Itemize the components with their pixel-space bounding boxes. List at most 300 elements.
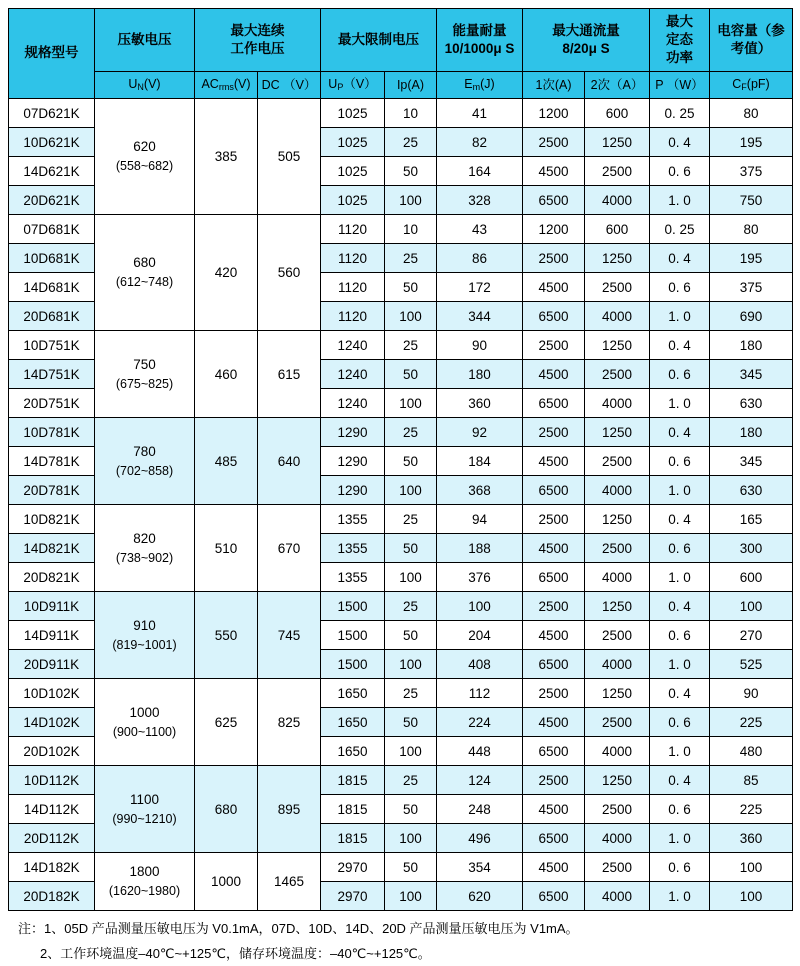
cell-capacitance: 195 [710, 244, 793, 273]
cell-power: 1. 0 [650, 737, 710, 766]
table-row [9, 215, 793, 244]
cell-model: 14D781K [9, 447, 95, 476]
cell-clamping-voltage: 1025 [321, 157, 385, 186]
header-clamping-voltage-label: 最大限制电压 [338, 31, 419, 47]
cell-model: 14D112K [9, 795, 95, 824]
cell-test-current: 50 [385, 795, 437, 824]
cell-clamping-voltage: 1815 [321, 766, 385, 795]
header-cf: $C_F(pF)$ [710, 72, 793, 99]
cell-energy: 376 [437, 563, 523, 592]
cell-capacitance: 80 [710, 215, 793, 244]
varistor-voltage-value: 1100 [129, 791, 160, 807]
cell-test-current: 50 [385, 157, 437, 186]
cell-surge-current-1: 6500 [523, 882, 585, 911]
header-up: $U_P(V)$ [321, 72, 385, 99]
cell-surge-current-2: 2500 [585, 708, 650, 737]
cell-model: 10D821K [9, 505, 95, 534]
cell-energy: 368 [437, 476, 523, 505]
cell-energy: 43 [437, 215, 523, 244]
cell-model: 20D821K [9, 563, 95, 592]
cell-power: 0. 4 [650, 592, 710, 621]
header-up-subscript: P [337, 82, 344, 93]
cell-power: 0. 4 [650, 766, 710, 795]
cell-test-current: 100 [385, 476, 437, 505]
cell-model: 14D751K [9, 360, 95, 389]
cell-energy: 360 [437, 389, 523, 418]
cell-model: 10D781K [9, 418, 95, 447]
cell-test-current: 25 [385, 331, 437, 360]
header-clamping-voltage [321, 9, 437, 72]
table-row [9, 418, 793, 447]
cell-clamping-voltage: 2970 [321, 882, 385, 911]
cell-clamping-voltage: 1120 [321, 273, 385, 302]
cell-surge-current-2: 2500 [585, 795, 650, 824]
varistor-voltage-range: (738~902) [115, 550, 174, 565]
cell-varistor-voltage [95, 766, 195, 853]
table-body [9, 99, 793, 911]
header-energy [437, 9, 523, 72]
cell-surge-current-1: 6500 [523, 186, 585, 215]
cell-surge-current-2: 1250 [585, 679, 650, 708]
cell-power: 0. 6 [650, 157, 710, 186]
header-cf-subscript: F [741, 82, 747, 93]
header-em-subscript: m [472, 82, 481, 93]
note-line-2: 2、工作环境温度–40℃~+125℃，储存环境温度：–40℃~+125℃。 [40, 945, 431, 961]
cell-surge-current-2: 2500 [585, 157, 650, 186]
cell-clamping-voltage: 1240 [321, 360, 385, 389]
cell-surge-current-1: 2500 [523, 592, 585, 621]
cell-varistor-voltage [95, 215, 195, 331]
cell-surge-current-2: 4000 [585, 882, 650, 911]
header-model-label: 规格型号 [24, 45, 79, 61]
header-max-power-line2: 定态 [666, 31, 693, 47]
header-un: $U_N(V)$ [95, 72, 195, 99]
cell-dc-voltage: 1465 [258, 853, 321, 911]
cell-surge-current-2: 4000 [585, 186, 650, 215]
header-max-continuous-voltage-line1: 最大连续 [230, 22, 285, 38]
cell-surge-current-1: 4500 [523, 447, 585, 476]
cell-surge-current-2: 4000 [585, 650, 650, 679]
cell-surge-current-1: 6500 [523, 824, 585, 853]
header-surge-current-line2: 8/20μ S [562, 41, 610, 56]
varistor-voltage-range: (675~825) [115, 376, 174, 391]
cell-energy: 100 [437, 592, 523, 621]
cell-surge-current-2: 2500 [585, 447, 650, 476]
cell-capacitance: 165 [710, 505, 793, 534]
cell-dc-voltage: 640 [258, 418, 321, 505]
cell-dc-voltage: 745 [258, 592, 321, 679]
cell-clamping-voltage: 2970 [321, 853, 385, 882]
cell-clamping-voltage: 1815 [321, 795, 385, 824]
cell-capacitance: 630 [710, 476, 793, 505]
cell-capacitance: 100 [710, 592, 793, 621]
cell-ac-voltage: 1000 [195, 853, 258, 911]
cell-clamping-voltage: 1355 [321, 534, 385, 563]
cell-model: 10D911K [9, 592, 95, 621]
cell-energy: 92 [437, 418, 523, 447]
cell-surge-current-2: 2500 [585, 360, 650, 389]
cell-energy: 344 [437, 302, 523, 331]
header-capacitance [710, 9, 793, 72]
header-ac: $AC_{rms}(V)$ [195, 72, 258, 99]
cell-surge-current-1: 2500 [523, 244, 585, 273]
cell-model: 14D182K [9, 853, 95, 882]
cell-surge-current-1: 6500 [523, 389, 585, 418]
cell-clamping-voltage: 1650 [321, 737, 385, 766]
cell-surge-current-2: 600 [585, 215, 650, 244]
cell-test-current: 25 [385, 128, 437, 157]
cell-power: 1. 0 [650, 389, 710, 418]
cell-energy: 188 [437, 534, 523, 563]
cell-surge-current-1: 1200 [523, 215, 585, 244]
cell-energy: 620 [437, 882, 523, 911]
cell-capacitance: 375 [710, 273, 793, 302]
header-row-main [9, 9, 793, 72]
header-em: $E_m(J)$ [437, 72, 523, 99]
cell-surge-current-1: 2500 [523, 766, 585, 795]
header-energy-line2: 10/1000μ S [444, 41, 515, 56]
notes-block [18, 917, 788, 966]
cell-clamping-voltage: 1290 [321, 418, 385, 447]
cell-dc-voltage: 670 [258, 505, 321, 592]
cell-test-current: 100 [385, 737, 437, 766]
cell-power: 0. 25 [650, 99, 710, 128]
cell-model: 07D621K [9, 99, 95, 128]
table-row [9, 679, 793, 708]
varistor-voltage-range: (702~858) [115, 463, 174, 478]
cell-power: 0. 4 [650, 331, 710, 360]
cell-clamping-voltage: 1240 [321, 389, 385, 418]
cell-surge-current-1: 2500 [523, 679, 585, 708]
cell-surge-current-2: 1250 [585, 331, 650, 360]
cell-ac-voltage: 385 [195, 99, 258, 215]
cell-model: 14D911K [9, 621, 95, 650]
cell-energy: 112 [437, 679, 523, 708]
cell-clamping-voltage: 1025 [321, 128, 385, 157]
cell-energy: 354 [437, 853, 523, 882]
cell-test-current: 50 [385, 621, 437, 650]
header-max-continuous-voltage [195, 9, 321, 72]
cell-surge-current-2: 4000 [585, 824, 650, 853]
cell-ac-voltage: 510 [195, 505, 258, 592]
varistor-voltage-value: 820 [133, 530, 156, 546]
cell-test-current: 10 [385, 99, 437, 128]
cell-test-current: 50 [385, 708, 437, 737]
cell-surge-current-1: 2500 [523, 505, 585, 534]
cell-clamping-voltage: 1240 [321, 331, 385, 360]
cell-power: 0. 6 [650, 853, 710, 882]
cell-energy: 82 [437, 128, 523, 157]
cell-capacitance: 100 [710, 853, 793, 882]
cell-clamping-voltage: 1025 [321, 99, 385, 128]
varistor-voltage-value: 1800 [129, 864, 160, 879]
cell-energy: 94 [437, 505, 523, 534]
cell-energy: 224 [437, 708, 523, 737]
cell-test-current: 100 [385, 563, 437, 592]
cell-test-current: 25 [385, 505, 437, 534]
cell-surge-current-2: 2500 [585, 853, 650, 882]
note-line-1: 注：1、05D 产品测量压敏电压为 V0.1mA，07D、10D、14D、20D 产品测量压敏电压为 V1mA。 [18, 921, 579, 936]
varistor-voltage-range: (900~1100) [112, 724, 177, 739]
cell-power: 1. 0 [650, 186, 710, 215]
cell-ac-voltage: 625 [195, 679, 258, 766]
cell-test-current: 25 [385, 244, 437, 273]
cell-energy: 496 [437, 824, 523, 853]
cell-ac-voltage: 420 [195, 215, 258, 331]
cell-test-current: 100 [385, 186, 437, 215]
cell-clamping-voltage: 1120 [321, 215, 385, 244]
cell-test-current: 50 [385, 534, 437, 563]
cell-clamping-voltage: 1120 [321, 302, 385, 331]
cell-power: 0. 4 [650, 418, 710, 447]
header-ip: Ip(A) [385, 72, 437, 99]
cell-varistor-voltage [95, 679, 195, 766]
cell-power: 0. 4 [650, 244, 710, 273]
cell-capacitance: 750 [710, 186, 793, 215]
cell-surge-current-1: 6500 [523, 476, 585, 505]
cell-surge-current-2: 1250 [585, 418, 650, 447]
cell-model: 10D621K [9, 128, 95, 157]
header-max-continuous-voltage-line2: 工作电压 [230, 41, 285, 56]
cell-surge-current-2: 2500 [585, 273, 650, 302]
cell-energy: 90 [437, 331, 523, 360]
cell-varistor-voltage [95, 418, 195, 505]
cell-energy: 328 [437, 186, 523, 215]
header-dc: DC （V） [258, 72, 321, 99]
cell-surge-current-2: 4000 [585, 737, 650, 766]
cell-power: 0. 4 [650, 679, 710, 708]
cell-energy: 184 [437, 447, 523, 476]
cell-model: 10D112K [9, 766, 95, 795]
cell-power: 0. 25 [650, 215, 710, 244]
cell-ac-voltage: 460 [195, 331, 258, 418]
varistor-voltage-range: (612~748) [115, 275, 174, 290]
cell-dc-voltage: 895 [258, 766, 321, 853]
cell-surge-current-1: 4500 [523, 157, 585, 186]
cell-energy: 41 [437, 99, 523, 128]
cell-clamping-voltage: 1120 [321, 244, 385, 273]
cell-clamping-voltage: 1500 [321, 592, 385, 621]
cell-energy: 448 [437, 737, 523, 766]
cell-surge-current-1: 6500 [523, 650, 585, 679]
cell-clamping-voltage: 1290 [321, 447, 385, 476]
cell-power: 1. 0 [650, 824, 710, 853]
header-row-sub [9, 72, 793, 99]
cell-power: 0. 6 [650, 447, 710, 476]
cell-capacitance: 480 [710, 737, 793, 766]
cell-model: 20D182K [9, 882, 95, 911]
cell-power: 0. 6 [650, 795, 710, 824]
cell-surge-current-2: 4000 [585, 302, 650, 331]
cell-energy: 408 [437, 650, 523, 679]
cell-surge-current-1: 2500 [523, 418, 585, 447]
cell-clamping-voltage: 1290 [321, 476, 385, 505]
cell-test-current: 25 [385, 418, 437, 447]
cell-surge-current-2: 1250 [585, 592, 650, 621]
cell-test-current: 100 [385, 389, 437, 418]
header-i2: 2次（A） [585, 72, 650, 99]
cell-varistor-voltage [95, 592, 195, 679]
cell-model: 20D102K [9, 737, 95, 766]
cell-surge-current-2: 4000 [585, 476, 650, 505]
cell-capacitance: 270 [710, 621, 793, 650]
cell-clamping-voltage: 1650 [321, 708, 385, 737]
cell-energy: 124 [437, 766, 523, 795]
table-header [9, 9, 793, 99]
cell-test-current: 100 [385, 824, 437, 853]
cell-surge-current-1: 4500 [523, 534, 585, 563]
cell-surge-current-1: 6500 [523, 737, 585, 766]
cell-clamping-voltage: 1355 [321, 505, 385, 534]
table-row [9, 99, 793, 128]
cell-capacitance: 360 [710, 824, 793, 853]
varistor-voltage-range: (1620~1980) [108, 884, 181, 899]
cell-power: 0. 4 [650, 128, 710, 157]
cell-capacitance: 90 [710, 679, 793, 708]
cell-surge-current-1: 4500 [523, 708, 585, 737]
cell-capacitance: 225 [710, 708, 793, 737]
cell-power: 0. 6 [650, 534, 710, 563]
header-varistor-voltage [95, 9, 195, 72]
cell-capacitance: 85 [710, 766, 793, 795]
cell-surge-current-1: 4500 [523, 853, 585, 882]
cell-varistor-voltage [95, 505, 195, 592]
cell-capacitance: 100 [710, 882, 793, 911]
cell-test-current: 50 [385, 447, 437, 476]
cell-model: 10D681K [9, 244, 95, 273]
cell-clamping-voltage: 1355 [321, 563, 385, 592]
header-max-power [650, 9, 710, 72]
cell-ac-voltage: 485 [195, 418, 258, 505]
cell-surge-current-2: 2500 [585, 621, 650, 650]
cell-surge-current-1: 2500 [523, 128, 585, 157]
cell-test-current: 100 [385, 882, 437, 911]
table-row [9, 592, 793, 621]
cell-energy: 180 [437, 360, 523, 389]
cell-surge-current-1: 2500 [523, 331, 585, 360]
cell-surge-current-1: 4500 [523, 795, 585, 824]
cell-model: 20D911K [9, 650, 95, 679]
cell-power: 0. 6 [650, 273, 710, 302]
header-max-power-line1: 最大 [666, 13, 693, 29]
header-ac-subscript: rms [218, 82, 234, 93]
cell-energy: 164 [437, 157, 523, 186]
cell-test-current: 25 [385, 766, 437, 795]
cell-capacitance: 345 [710, 447, 793, 476]
cell-energy: 204 [437, 621, 523, 650]
header-model [9, 9, 95, 99]
header-max-power-line3: 功率 [666, 50, 693, 66]
cell-model: 10D102K [9, 679, 95, 708]
cell-capacitance: 630 [710, 389, 793, 418]
cell-capacitance: 180 [710, 331, 793, 360]
cell-model: 20D112K [9, 824, 95, 853]
cell-test-current: 50 [385, 360, 437, 389]
cell-surge-current-1: 6500 [523, 563, 585, 592]
varistor-voltage-value: 680 [133, 255, 156, 270]
cell-power: 1. 0 [650, 650, 710, 679]
cell-energy: 172 [437, 273, 523, 302]
cell-model: 20D781K [9, 476, 95, 505]
cell-capacitance: 375 [710, 157, 793, 186]
cell-test-current: 10 [385, 215, 437, 244]
cell-surge-current-2: 600 [585, 99, 650, 128]
cell-test-current: 25 [385, 592, 437, 621]
cell-capacitance: 600 [710, 563, 793, 592]
varistor-voltage-value: 780 [133, 443, 156, 459]
header-surge-current [523, 9, 650, 72]
cell-model: 20D621K [9, 186, 95, 215]
cell-test-current: 25 [385, 679, 437, 708]
header-varistor-voltage-label: 压敏电压 [117, 31, 172, 47]
cell-capacitance: 300 [710, 534, 793, 563]
cell-model: 14D102K [9, 708, 95, 737]
cell-surge-current-2: 1250 [585, 244, 650, 273]
cell-capacitance: 80 [710, 99, 793, 128]
cell-test-current: 100 [385, 650, 437, 679]
varistor-voltage-value: 1000 [129, 704, 160, 720]
varistor-voltage-range: (558~682) [115, 159, 174, 174]
cell-surge-current-1: 4500 [523, 621, 585, 650]
table-row [9, 853, 793, 882]
header-energy-line1: 能量耐量 [452, 22, 507, 38]
cell-power: 0. 6 [650, 708, 710, 737]
cell-dc-voltage: 615 [258, 331, 321, 418]
cell-dc-voltage: 825 [258, 679, 321, 766]
cell-model: 14D821K [9, 534, 95, 563]
cell-dc-voltage: 560 [258, 215, 321, 331]
cell-surge-current-1: 4500 [523, 360, 585, 389]
cell-model: 14D681K [9, 273, 95, 302]
cell-capacitance: 225 [710, 795, 793, 824]
cell-varistor-voltage [95, 99, 195, 215]
varistor-voltage-range: (990~1210) [112, 811, 177, 826]
cell-clamping-voltage: 1650 [321, 679, 385, 708]
header-i1: 1次(A) [523, 72, 585, 99]
cell-surge-current-1: 1200 [523, 99, 585, 128]
header-surge-current-line1: 最大通流量 [552, 22, 620, 38]
cell-power: 1. 0 [650, 476, 710, 505]
cell-varistor-voltage [95, 331, 195, 418]
cell-energy: 248 [437, 795, 523, 824]
cell-test-current: 100 [385, 302, 437, 331]
cell-clamping-voltage: 1500 [321, 650, 385, 679]
cell-clamping-voltage: 1500 [321, 621, 385, 650]
table-row [9, 331, 793, 360]
cell-test-current: 50 [385, 273, 437, 302]
cell-surge-current-2: 2500 [585, 534, 650, 563]
header-p: P （W） [650, 72, 710, 99]
cell-model: 07D681K [9, 215, 95, 244]
cell-capacitance: 345 [710, 360, 793, 389]
cell-clamping-voltage: 1815 [321, 824, 385, 853]
header-capacitance-line2: 考值） [730, 41, 772, 56]
varistor-voltage-value: 620 [133, 139, 156, 154]
varistor-spec-table [8, 8, 793, 911]
cell-surge-current-2: 1250 [585, 766, 650, 795]
header-capacitance-line1: 电容量（参 [717, 22, 785, 38]
varistor-voltage-value: 910 [133, 617, 156, 633]
cell-capacitance: 195 [710, 128, 793, 157]
cell-surge-current-2: 1250 [585, 505, 650, 534]
cell-capacitance: 690 [710, 302, 793, 331]
cell-model: 20D751K [9, 389, 95, 418]
table-row [9, 505, 793, 534]
cell-clamping-voltage: 1025 [321, 186, 385, 215]
cell-model: 20D681K [9, 302, 95, 331]
varistor-voltage-value: 750 [133, 356, 156, 372]
cell-power: 0. 6 [650, 621, 710, 650]
